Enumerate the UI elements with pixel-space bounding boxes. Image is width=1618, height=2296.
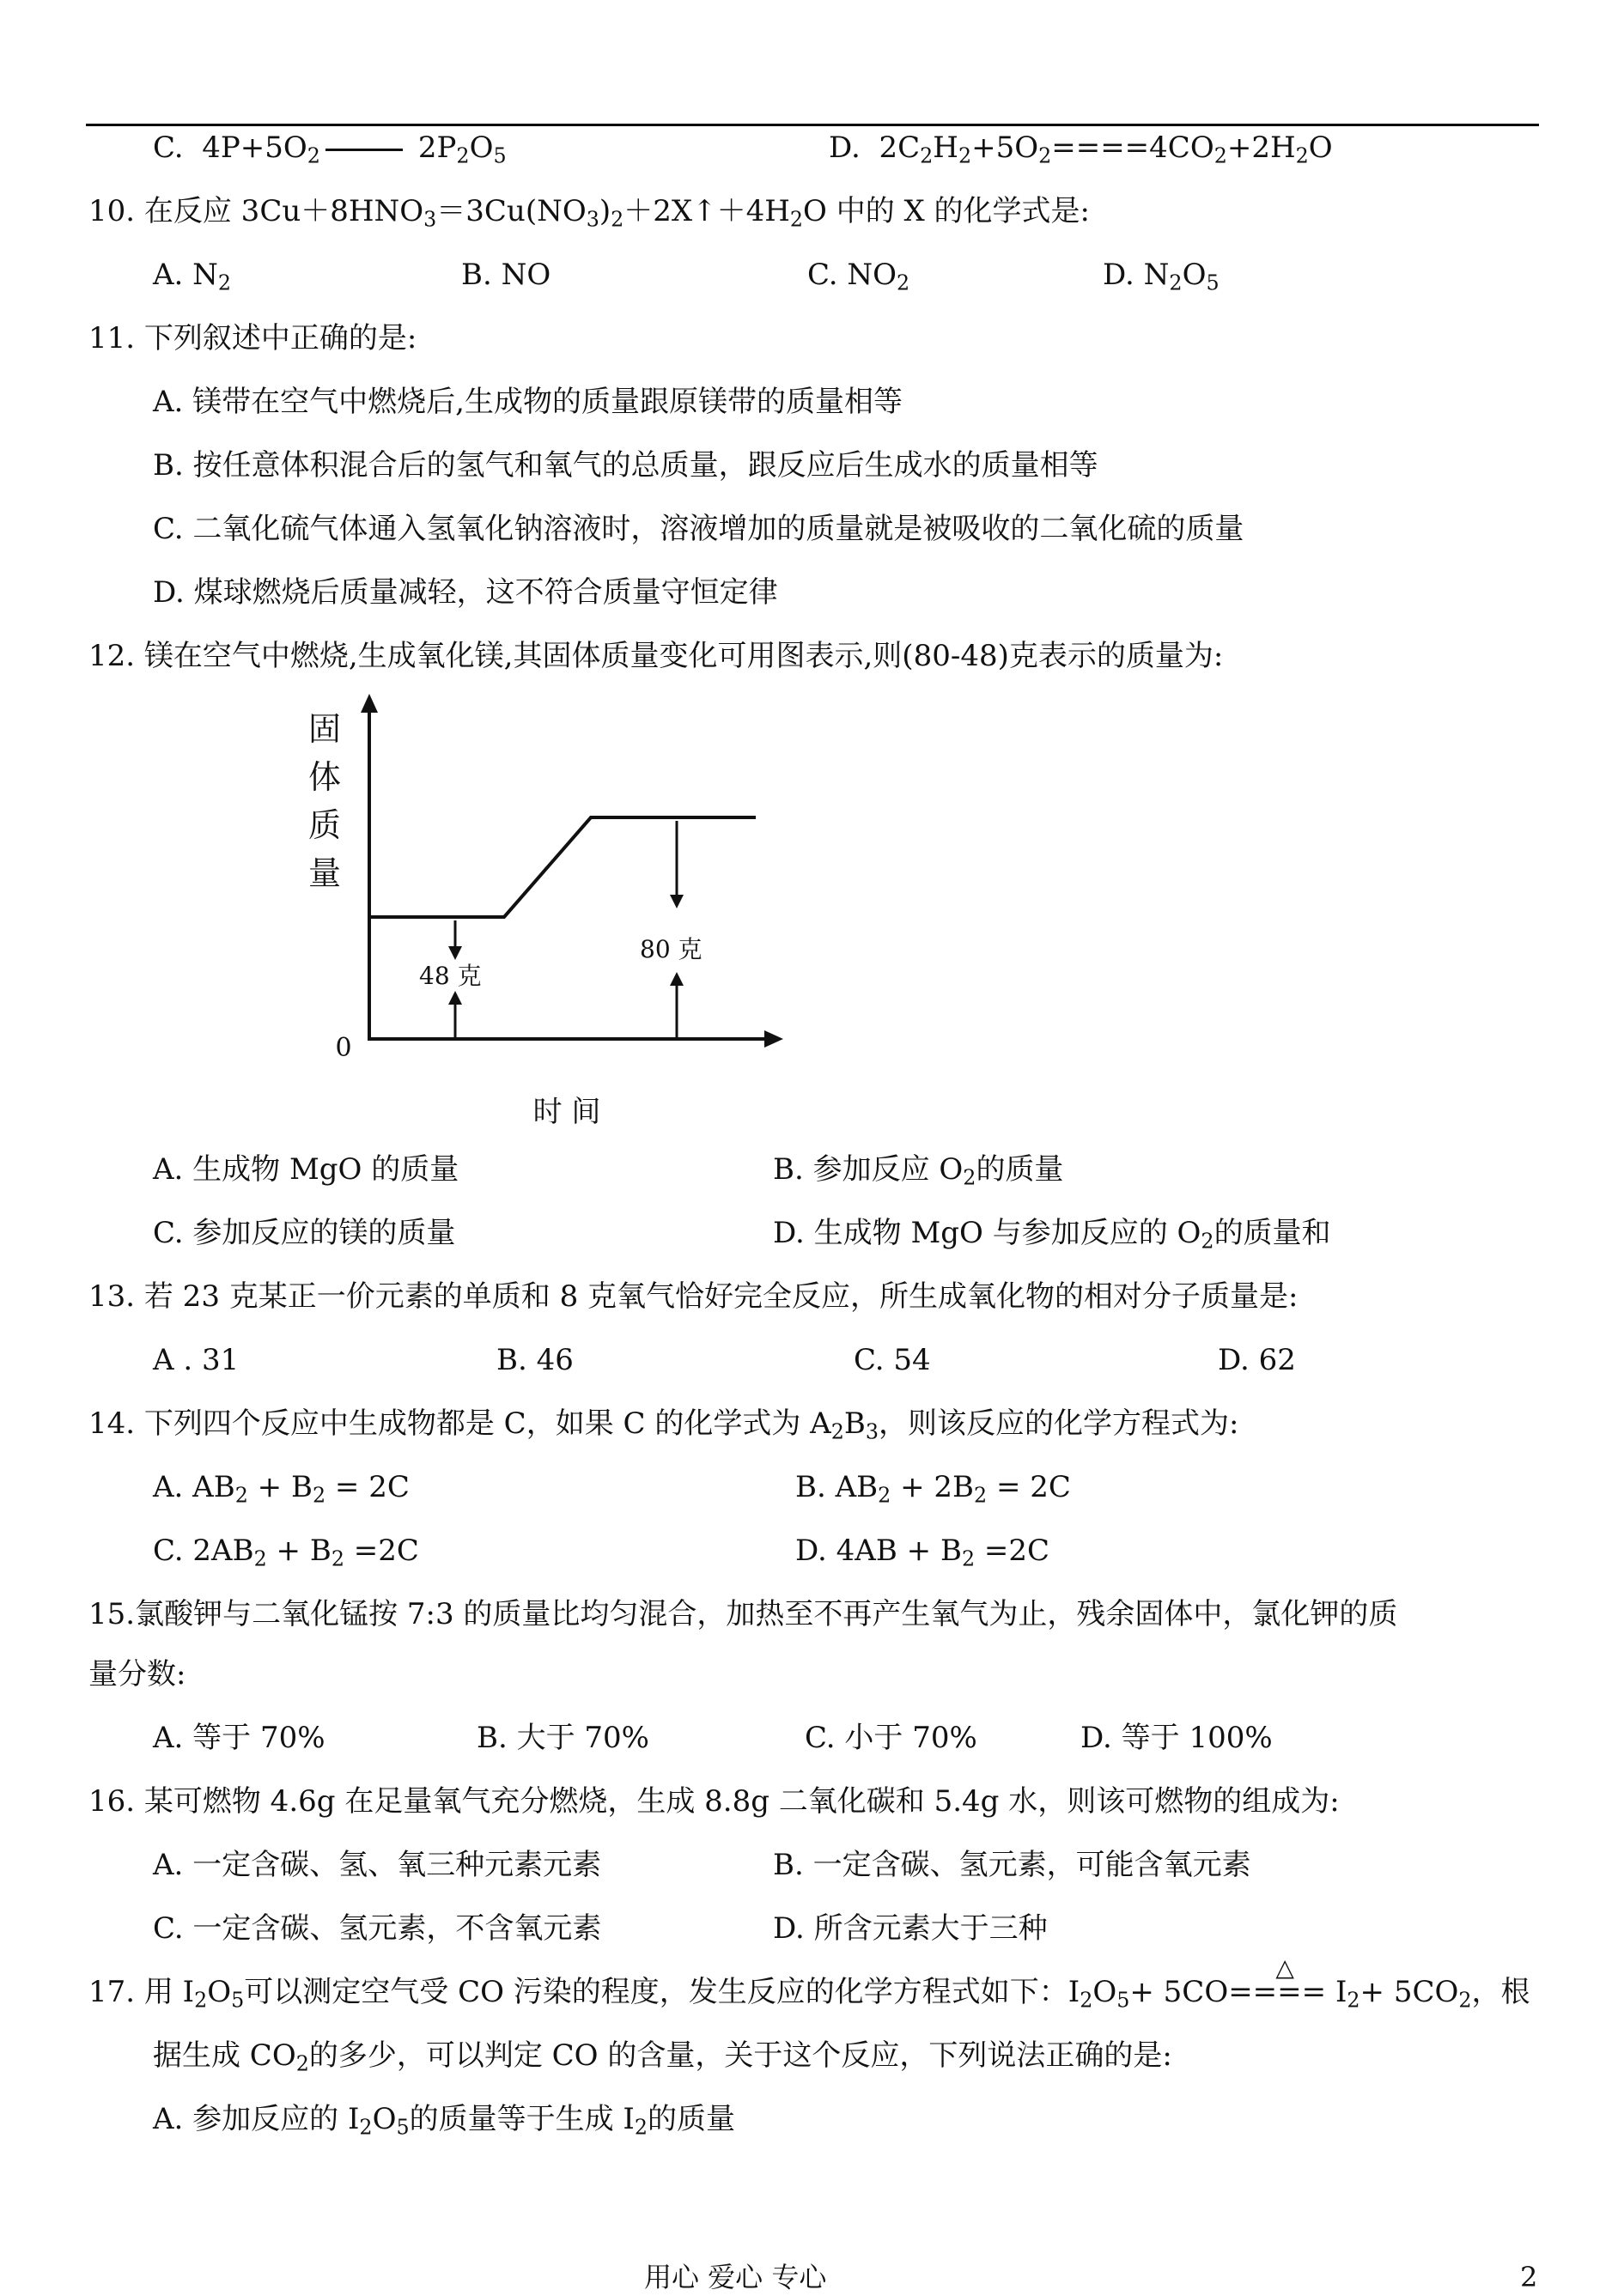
q16-option-a: A. 一定含碳、氢、氧三种元素元素 xyxy=(153,1848,602,1882)
figure-label-80: 80 克 xyxy=(640,935,703,963)
q14-option-c: C. $2AB_2 + B_2 =2C$ xyxy=(153,1534,419,1571)
heat-triangle-icon: △ xyxy=(1275,1953,1294,1982)
q14-stem: 14. 下列四个反应中生成物都是 C，如果 C 的化学式为 $A_2B_3$，则该反应的化学方程式为: xyxy=(88,1406,1239,1444)
q17-stem-line-2: 据生成 $CO_2$的多少，可以判定 CO 的含量，关于这个反应，下列说法正确的是: xyxy=(153,2038,1172,2076)
q11-option-d: D. 煤球燃烧后质量减轻，这不符合质量守恒定律 xyxy=(153,575,778,610)
header-rule xyxy=(86,124,1539,126)
q15-option-b: B. 大于 70% xyxy=(477,1721,649,1755)
q10-option-d: D. $N_2O_5$ xyxy=(1103,258,1220,295)
q10-stem: 10. 在反应 $3Cu+8HNO_3=3Cu(NO_3)_2+2X↑+4H_2O$ 中的 X 的化学式是: xyxy=(88,194,1090,232)
q13-option-d: D. 62 xyxy=(1218,1343,1296,1377)
q9-option-c: C. $4P+5O_2$ $2P_2O_5$ xyxy=(153,131,507,168)
figure-y-axis-label xyxy=(308,710,341,892)
figure-origin-label: 0 xyxy=(335,1033,352,1063)
q11-stem: 11. 下列叙述中正确的是: xyxy=(88,321,417,355)
q16-option-c: C. 一定含碳、氢元素，不含氧元素 xyxy=(153,1911,602,1946)
q10-option-b: B. NO xyxy=(461,258,551,292)
q15-stem-line-2: 量分数: xyxy=(88,1657,186,1692)
q16-stem: 16. 某可燃物 4.6g 在足量氧气充分燃烧，生成 8.8g 二氧化碳和 5.4g 水，则该可燃物的组成为: xyxy=(88,1784,1340,1819)
figure-x-axis-arrowhead xyxy=(764,1030,783,1048)
q14-option-a: A. $AB_2 + B_2 = 2C$ xyxy=(153,1470,410,1508)
figure-arrow-down-80-head xyxy=(670,895,684,908)
q12-option-d: D. 生成物 MgO 与参加反应的 $O_2$的质量和 xyxy=(773,1216,1331,1254)
q16-option-b: B. 一定含碳、氢元素，可能含氧元素 xyxy=(773,1848,1251,1882)
q14-option-b: B. $AB_2 + 2B_2 = 2C$ xyxy=(795,1470,1071,1508)
q13-stem: 13. 若 23 克某正一价元素的单质和 8 克氧气恰好完全反应，所生成氧化物的相对分子质量是: xyxy=(88,1279,1299,1314)
q14-option-d: D. $4AB + B_2 =2C$ xyxy=(795,1534,1050,1571)
figure-mass-curve xyxy=(369,817,756,917)
q17-stem-line-1: 17. 用 $I_2O_5$可以测定空气受 CO 污染的程度，发生反应的化学方程式如下：$I_2O_5$ △ + $5CO==== I_2+ 5CO_2$，根 xyxy=(88,1953,1530,2013)
figure-arrow-up-48-head xyxy=(448,991,462,1005)
q17-equation-heat-segment: △ + 5CO==== I xyxy=(1129,1953,1347,2009)
q12-option-a: A. 生成物 MgO 的质量 xyxy=(153,1152,459,1187)
q10-option-a: A. $N_2$ xyxy=(153,258,232,295)
q9-option-c-equation-bar xyxy=(325,149,403,151)
figure-x-axis-label: 时 间 xyxy=(532,1095,601,1129)
figure-y-axis-label-char: 体 xyxy=(307,758,342,796)
figure-y-axis-label-char: 量 xyxy=(307,854,342,892)
q15-option-a: A. 等于 70% xyxy=(153,1721,325,1755)
q12-option-c: C. 参加反应的镁的质量 xyxy=(153,1216,456,1250)
q11-option-c: C. 二氧化硫气体通入氢氧化钠溶液时，溶液增加的质量就是被吸收的二氧化硫的质量 xyxy=(153,512,1244,546)
q13-option-c: C. 54 xyxy=(854,1343,931,1377)
q13-option-b: B. 46 xyxy=(496,1343,574,1377)
q11-option-a: A. 镁带在空气中燃烧后,生成物的质量跟原镁带的质量相等 xyxy=(153,385,903,419)
q12-option-b: B. 参加反应 $O_2$的质量 xyxy=(773,1152,1064,1190)
q12-mass-time-figure xyxy=(283,687,833,1133)
q12-stem: 12. 镁在空气中燃烧,生成氧化镁,其固体质量变化可用图表示,则(80-48)克表示的质量为: xyxy=(88,639,1224,673)
footer-motto: 用心 爱心 专心 xyxy=(644,2261,827,2293)
figure-y-axis-label-char: 固 xyxy=(307,710,342,748)
q17-option-a: A. 参加反应的 $I_2O_5$的质量等于生成 $I_2$的质量 xyxy=(153,2102,735,2140)
q13-option-a: A . 31 xyxy=(153,1343,240,1377)
q16-option-d: D. 所含元素大于三种 xyxy=(773,1911,1048,1946)
q9-option-d: D. $2C_2H_2+5O_2====4CO_2+2H_2O$ xyxy=(829,131,1333,168)
q15-stem-line-1: 15.氯酸钾与二氧化锰按 7:3 的质量比均匀混合，加热至不再产生氧气为止，残余固体中，氯化钾的质 xyxy=(88,1597,1398,1631)
figure-arrow-down-48-head xyxy=(448,946,462,960)
q10-option-c: C. $NO_2$ xyxy=(807,258,910,295)
q15-option-d: D. 等于 100% xyxy=(1080,1721,1273,1755)
figure-y-axis-arrowhead xyxy=(361,694,378,713)
figure-label-48: 48 克 xyxy=(419,962,482,990)
page-number: 2 xyxy=(1520,2261,1538,2293)
figure-y-axis-label-char: 质 xyxy=(307,806,342,844)
figure-arrow-up-80-head xyxy=(670,972,684,986)
q11-option-b: B. 按任意体积混合后的氢气和氧气的总质量，跟反应后生成水的质量相等 xyxy=(153,448,1098,483)
q15-option-c: C. 小于 70% xyxy=(805,1721,977,1755)
